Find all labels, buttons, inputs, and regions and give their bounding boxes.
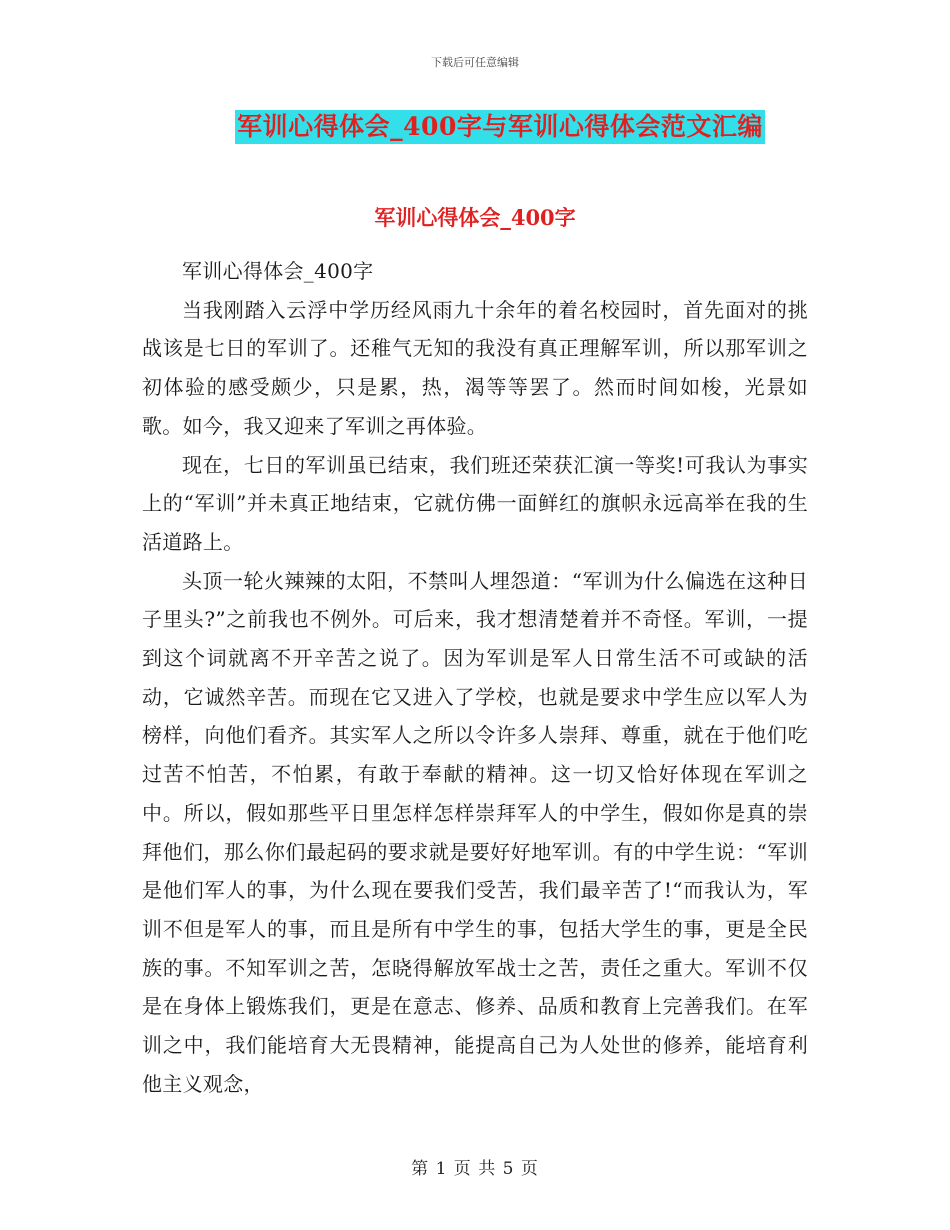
page-footer: 第 1 页 共 5 页: [411, 1159, 539, 1179]
document-body: [142, 252, 808, 1103]
body-paragraph: 军训心得体会_400字: [182, 259, 374, 283]
document-title: 军训心得体会_400字与军训心得体会范文汇编: [235, 110, 765, 144]
header-note: 下载后可任意编辑: [431, 56, 519, 69]
section-title: 军训心得体会_400字: [374, 205, 576, 230]
body-paragraph: 现在，七日的军训虽已结束，我们班还荣获汇演一等奖!可我认为事实上的“军训”并未真正地结束，它就仿佛一面鲜红的旗帜永远高举在我的生活道路上。: [142, 452, 808, 554]
body-paragraph: 当我刚踏入云浮中学历经风雨九十余年的着名校园时，首先面对的挑战该是七日的军训了。还稚气无知的我没有真正理解军训，所以那军训之初体验的感受颇少，只是累，热，渴等等罢了。然而时间如梭，光景如歌。如今，我又迎来了军训之再体验。: [142, 297, 808, 438]
body-paragraph: 头顶一轮火辣辣的太阳，不禁叫人埋怨道：“军训为什么偏选在这种日子里头?”之前我也不例外。可后来，我才想清楚着并不奇怪。军训，一提到这个词就离不开辛苦之说了。因为军训是军人日常生活不可或缺的活动，它诚然辛苦。而现在它又进入了学校，也就是要求中学生应以军人为榜样，向他们看齐。其实军人之所以令许多人崇拜、尊重，就在于他们吃过苦不怕苦，不怕累，有敢于奉献的精神。这一切又恰好体现在军训之中。所以，假如那些平日里怎样怎样崇拜军人的中学生，假如你是真的崇拜他们，那么你们最起码的要求就是要好好地军训。有的中学生说：“军训是他们军人的事，为什么现在要我们受苦，我们最辛苦了!“而我认为，军训不但是军人的事，而且是所有中学生的事，包括大学生的事，更是全民族的事。不知军训之苦，怎晓得解放军战士之苦，责任之重大。军训不仅是在身体上锻炼我们，更是在意志、修养、品质和教育上完善我们。在军训之中，我们能培育大无畏精神，能提高自己为人处世的修养，能培育利他主义观念，: [142, 568, 808, 1096]
document-title-container: [0, 110, 950, 144]
